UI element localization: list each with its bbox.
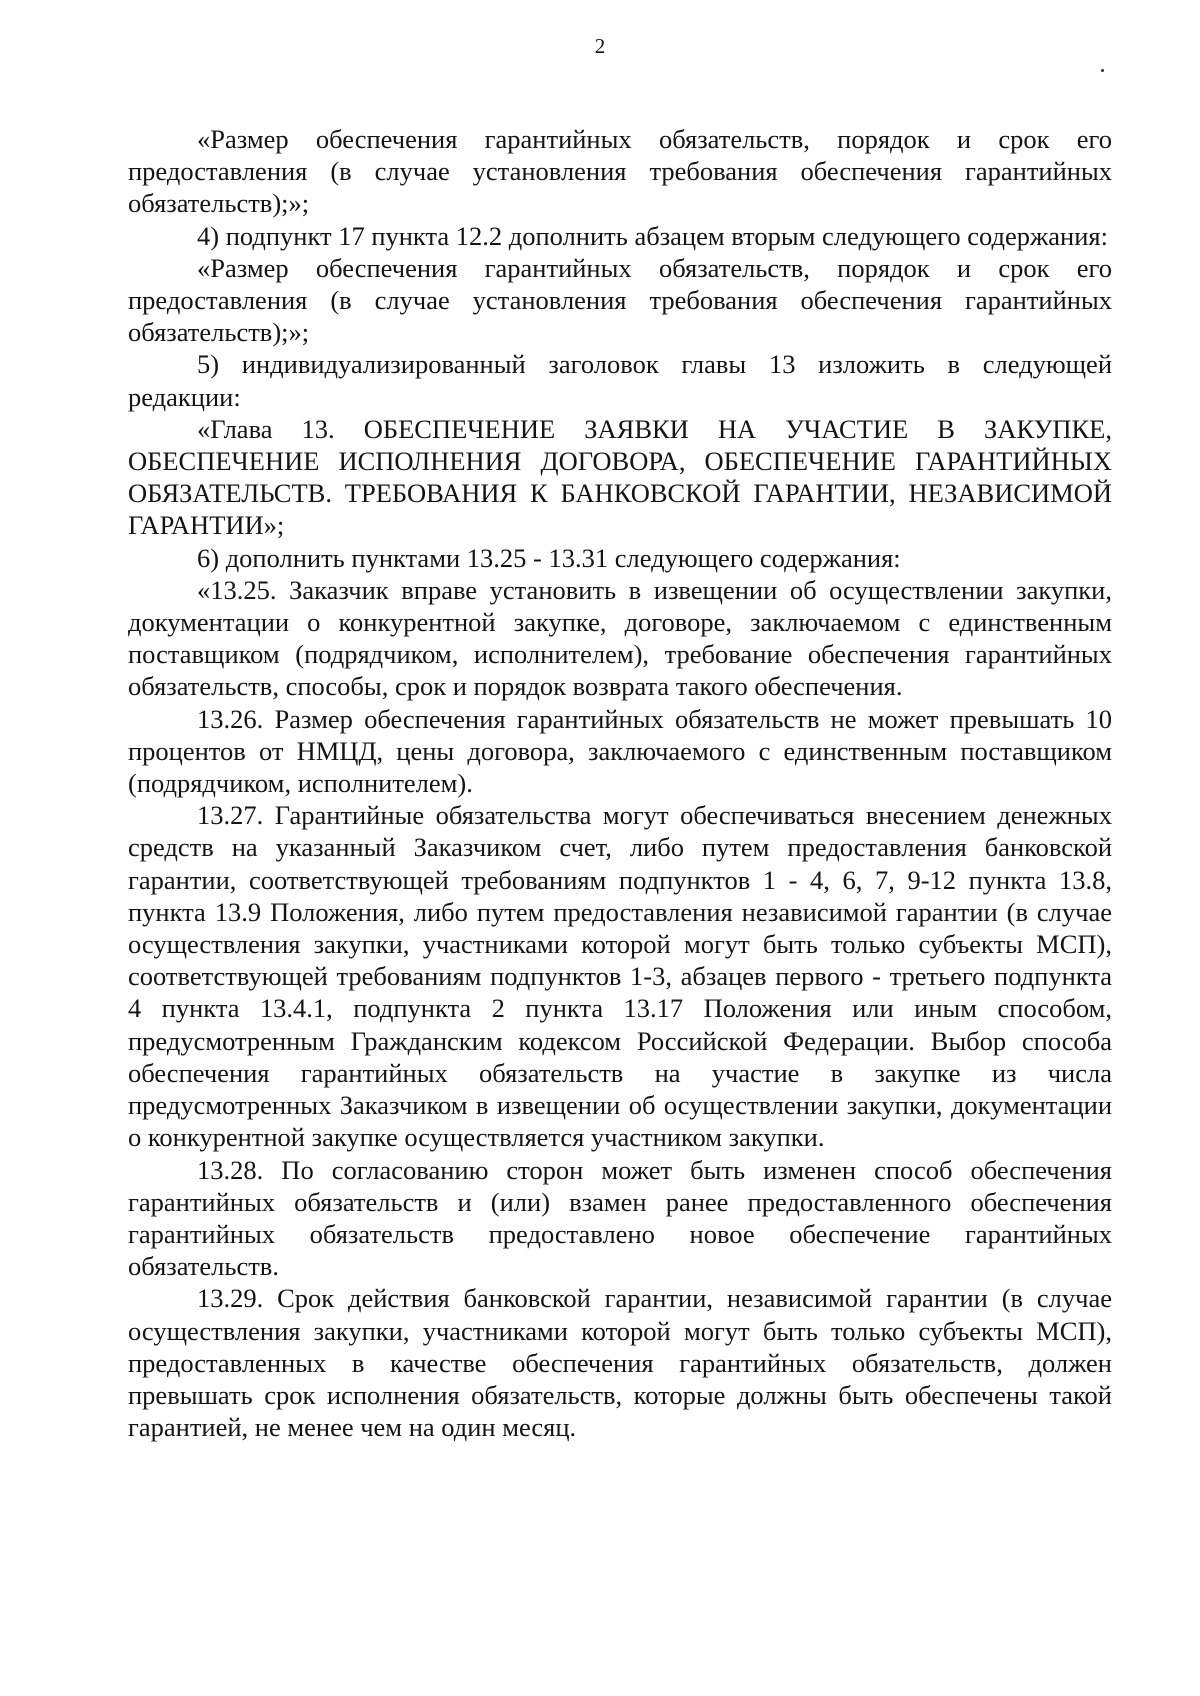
amendment-item-4: 4) подпункт 17 пункта 12.2 дополнить абзацем вторым следующего содержания: bbox=[197, 220, 1108, 251]
clause-13-29: 13.29. Срок действия банковской гарантии, независимой гарантии (в случае осуществления закупки, участниками которой могут быть только субъекты МСП), предоставленных в качестве обеспечения гарантийных обязательств, должен превышать срок исполнения обязательств, которые должны быть обеспечены такой гарантией, не менее чем на один месяц. bbox=[128, 1283, 1112, 1443]
clause-13-25: «13.25. Заказчик вправе установить в извещении об осуществлении закупки, документации о конкурентной закупке, договоре, заключаемом с единственным поставщиком (подрядчиком, исполнителем), требование обеспечения гарантийных обязательств, способы, срок и порядок возврата такого обеспечения. bbox=[128, 574, 1112, 702]
chapter-13-heading-text: «Глава 13. ОБЕСПЕЧЕНИЕ ЗАЯВКИ НА УЧАСТИЕ В ЗАКУПКЕ, ОБЕСПЕЧЕНИЕ ИСПОЛНЕНИЯ ДОГОВОРА, ОБЕСПЕЧЕНИЕ ГАРАНТИЙНЫХ ОБЯЗАТЕЛЬСТВ. ТРЕБОВАНИЯ К БАНКОВСКОЙ ГАРАНТИИ, НЕЗАВИСИМОЙ ГАРАНТИИ»; bbox=[128, 413, 1112, 541]
clause-13-26: 13.26. Размер обеспечения гарантийных обязательств не может превышать 10 процентов от НМЦД, цены договора, заключаемого с единственным поставщиком (подрядчиком, исполнителем). bbox=[128, 703, 1112, 799]
document-body bbox=[128, 123, 1112, 1443]
quoted-paragraph-guarantee-size-2: «Размер обеспечения гарантийных обязательств, порядок и срок его предоставления (в случае установления требования обеспечения гарантийных обязательств);»; bbox=[128, 252, 1112, 348]
quoted-paragraph-guarantee-size-1: «Размер обеспечения гарантийных обязательств, порядок и срок его предоставления (в случае установления требования обеспечения гарантийных обязательств);»; bbox=[128, 124, 1112, 219]
clause-13-28: 13.28. По согласованию сторон может быть изменен способ обеспечения гарантийных обязательств и (или) взамен ранее предоставленного обеспечения гарантийных обязательств предоставлено новое обеспечение гарантийных обязательств. bbox=[128, 1154, 1112, 1282]
page-number: 2 bbox=[594, 34, 606, 58]
scan-speck bbox=[1101, 69, 1104, 72]
amendment-item-5: 5) индивидуализированный заголовок главы 13 изложить в следующей редакции: bbox=[128, 349, 1112, 412]
amendment-item-6: 6) дополнить пунктами 13.25 - 13.31 следующего содержания: bbox=[197, 542, 901, 573]
clause-13-27: 13.27. Гарантийные обязательства могут обеспечиваться внесением денежных средств на указанный Заказчиком счет, либо путем предоставления банковской гарантии, соответствующей требованиям подпунктов 1 - 4, 6, 7, 9-12 пункта 13.8, пункта 13.9 Положения, либо путем предоставления независимой гарантии (в случае осуществления закупки, участниками которой могут быть только субъекты МСП), соответствующей требованиям подпунктов 1-3, абзацев первого - третьего подпункта 4 пункта 13.4.1, подпункта 2 пункта 13.17 Положения или иным способом, предусмотренным Гражданским кодексом Российской Федерации. Выбор способа обеспечения гарантийных обязательств на участие в закупке из числа предусмотренных Заказчиком в извещении об осуществлении закупки, документации о конкурентной закупке осуществляется участником закупки. bbox=[128, 800, 1112, 1153]
